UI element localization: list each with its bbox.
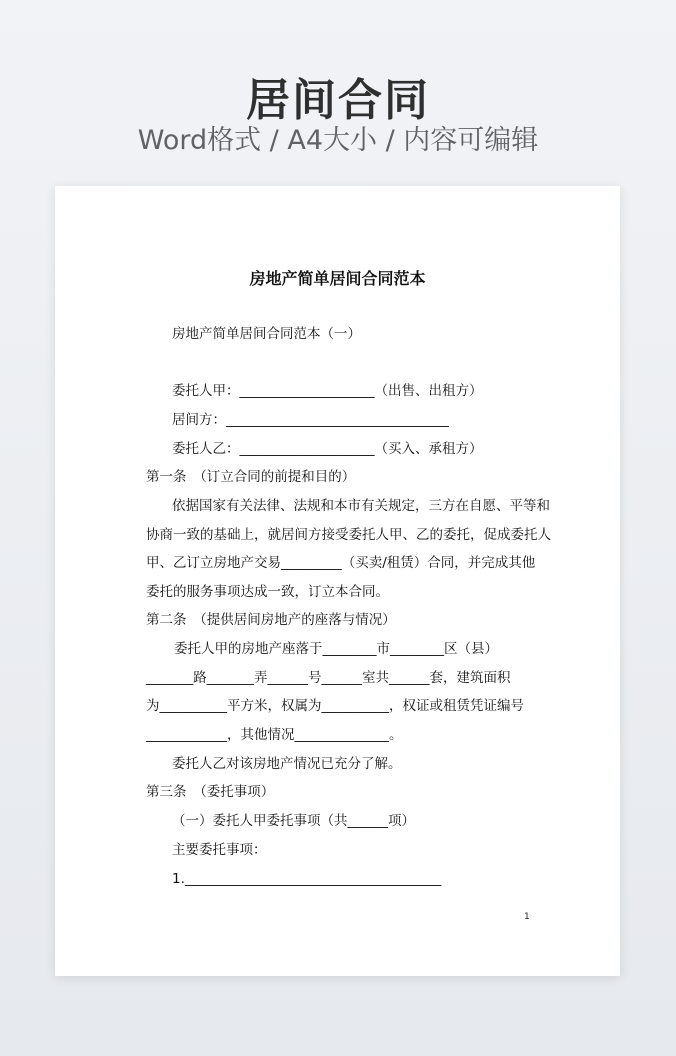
article-2-text-line: ____________，其他情况______________。 xyxy=(146,727,403,743)
article-1-heading: 第一条 （订立合同的前提和目的） xyxy=(146,469,356,485)
page-number: 1 xyxy=(524,912,530,922)
article-1-text-line: 委托的服务事项达成一致，订立本合同。 xyxy=(146,584,389,600)
banner xyxy=(0,0,676,180)
article-3-heading: 第三条 （委托事项） xyxy=(146,784,275,800)
document-title: 房地产简单居间合同范本 xyxy=(249,269,426,288)
article-3-text-line: （一）委托人甲委托事项（共______项） xyxy=(172,813,415,829)
article-1-text-line: 依据国家有关法律、法规和本市有关规定，三方在自愿、平等和 xyxy=(172,498,550,514)
article-2-text-line: 委托人乙对该房地产情况已充分了解。 xyxy=(172,756,402,772)
document-page xyxy=(55,186,620,976)
article-2-text-line: 委托人甲的房地产座落于________市________区（县） xyxy=(174,641,498,657)
banner-title: 居间合同 xyxy=(246,75,430,126)
document-subtitle: 房地产简单居间合同范本（一） xyxy=(172,326,361,342)
party-a-line: 委托人甲：____________________（出售、出租方） xyxy=(172,383,483,399)
article-2-text-line: _______路_______弄______号______室共______套，建筑面积 xyxy=(146,670,511,686)
article-2-text-line: 为__________平方米，权属为__________，权证或租赁凭证编号 xyxy=(146,698,524,714)
article-1-text-line: 协商一致的基础上，就居间方接受委托人甲、乙的委托，促成委托人 xyxy=(146,527,551,543)
article-3-item-1: 1.______________________________________ xyxy=(172,871,442,887)
article-2-heading: 第二条 （提供居间房地产的座落与情况） xyxy=(146,612,396,628)
article-1-text-line: 甲、乙订立房地产交易_________（买卖/租赁）合同，并完成其他 xyxy=(146,555,536,571)
banner-subtitle: Word格式 / A4大小 / 内容可编辑 xyxy=(137,125,539,156)
intermediary-line: 居间方：_________________________________ xyxy=(172,412,449,428)
article-3-text-line: 主要委托事项： xyxy=(172,842,267,858)
party-b-line: 委托人乙：____________________（买入、承租方） xyxy=(172,441,483,457)
